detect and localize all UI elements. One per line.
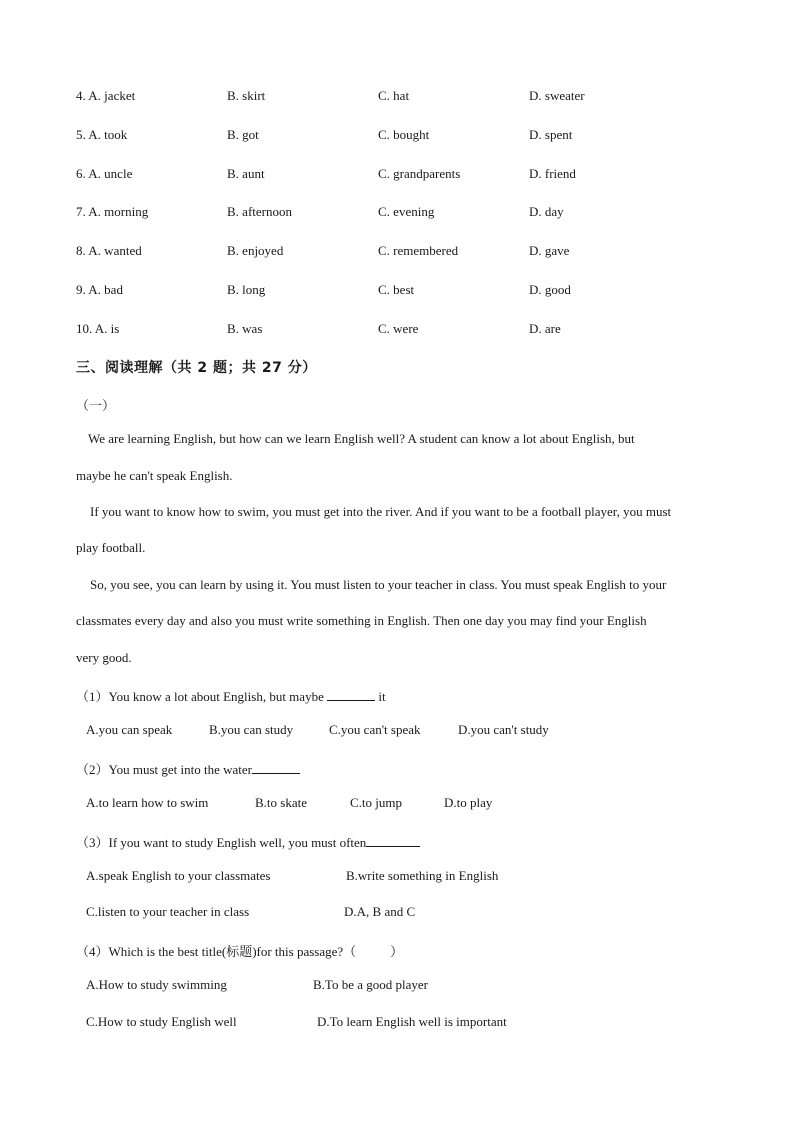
option-d: D. are [529,321,561,336]
option-row-6 [76,166,726,186]
answer-blank[interactable] [252,761,300,774]
option-a-text: A. took [88,127,128,142]
subsection-label: （一） [76,398,116,413]
question-options-3a [86,868,726,888]
question-options-4b [86,1014,726,1034]
option-d: D.you can't study [458,722,549,737]
option-d: D. friend [529,166,576,181]
question-number: 6. [76,166,86,181]
option-b: B.To be a good player [313,977,428,992]
passage-line: play football. [76,540,146,555]
option-b: B.to skate [255,795,307,810]
passage-line: maybe he can't speak English. [76,468,233,483]
question-stem-2 [76,759,300,778]
option-d: D.To learn English well is important [317,1014,507,1029]
question-stem-3 [76,832,420,851]
option-row-10 [76,321,726,341]
option-row-9 [76,282,726,302]
question-number: 9. [76,282,86,297]
question-text: （3）If you want to study English well, you must often [76,835,367,850]
question-number: 5. [76,127,86,142]
option-a-text: A. morning [88,204,149,219]
option-d: D. day [529,204,564,219]
question-number: 10. [76,321,93,336]
option-c: C.How to study English well [86,1014,237,1029]
option-a [76,88,135,104]
question-text: （4）Which is the best title(标题)for this passage?（ [76,944,357,959]
question-number: 8. [76,243,86,258]
option-a [76,166,132,182]
option-row-5 [76,127,726,147]
question-text: （1）You know a lot about English, but maybe [76,689,324,704]
option-row-4 [76,88,726,108]
option-a: A.speak English to your classmates [86,868,271,883]
question-number: 4. [76,88,86,103]
option-c: C. best [378,282,415,297]
question-number: 7. [76,204,86,219]
option-a: A.How to study swimming [86,977,227,992]
option-a [76,243,142,259]
question-stem-1 [76,686,386,705]
option-b: B.write something in English [346,868,499,883]
passage-line: We are learning English, but how can we learn English well? A student can know a lot about English, but [88,431,635,446]
option-b: B. skirt [227,88,266,103]
option-a-text: A. is [94,321,120,336]
passage-line: So, you see, you can learn by using it. You must listen to your teacher in class. You must speak English to your [90,577,667,592]
question-options-3b [86,904,726,924]
option-a-text: A. uncle [88,166,133,181]
answer-blank[interactable] [327,688,375,701]
option-b: B. aunt [227,166,265,181]
option-c: C. were [378,321,419,336]
question-stem-4 [76,941,403,960]
option-c: C.you can't speak [329,722,421,737]
option-d: D.A, B and C [344,904,416,919]
option-c: C. remembered [378,243,459,258]
option-a [76,321,119,337]
option-a-text: A. wanted [88,243,142,258]
option-a: A.to learn how to swim [86,795,209,810]
question-text-after: it [378,689,386,704]
question-options-1 [86,722,726,742]
option-b: B. got [227,127,259,142]
option-b: B. afternoon [227,204,292,219]
option-c: C. hat [378,88,410,103]
option-a [76,127,127,143]
option-a-text: A. jacket [88,88,136,103]
question-text-after: ） [390,944,404,959]
option-c: C.to jump [350,795,403,810]
option-a [76,282,123,298]
passage-line: very good. [76,650,132,665]
passage-line: classmates every day and also you must write something in English. Then one day you may find your English [76,613,647,628]
option-d: D. spent [529,127,573,142]
option-d: D. gave [529,243,570,258]
option-d: D.to play [444,795,493,810]
option-d: D. sweater [529,88,585,103]
option-row-7 [76,204,726,224]
option-c: C.listen to your teacher in class [86,904,250,919]
option-b: B. enjoyed [227,243,284,258]
option-c: C. evening [378,204,435,219]
passage-line: If you want to know how to swim, you must get into the river. And if you want to be a football player, you must [90,504,672,519]
question-options-4a [86,977,726,997]
option-b: B. was [227,321,263,336]
option-a-text: A. bad [88,282,123,297]
option-b: B.you can study [209,722,294,737]
question-options-2 [86,795,726,815]
option-d: D. good [529,282,571,297]
option-c: C. grandparents [378,166,461,181]
section-heading: 三、阅读理解（共 2 题；共 27 分） [76,360,317,376]
option-c: C. bought [378,127,430,142]
option-a: A.you can speak [86,722,173,737]
answer-blank[interactable] [366,834,420,847]
option-a [76,204,148,220]
option-b: B. long [227,282,266,297]
question-text: （2）You must get into the water [76,762,252,777]
option-row-8 [76,243,726,263]
